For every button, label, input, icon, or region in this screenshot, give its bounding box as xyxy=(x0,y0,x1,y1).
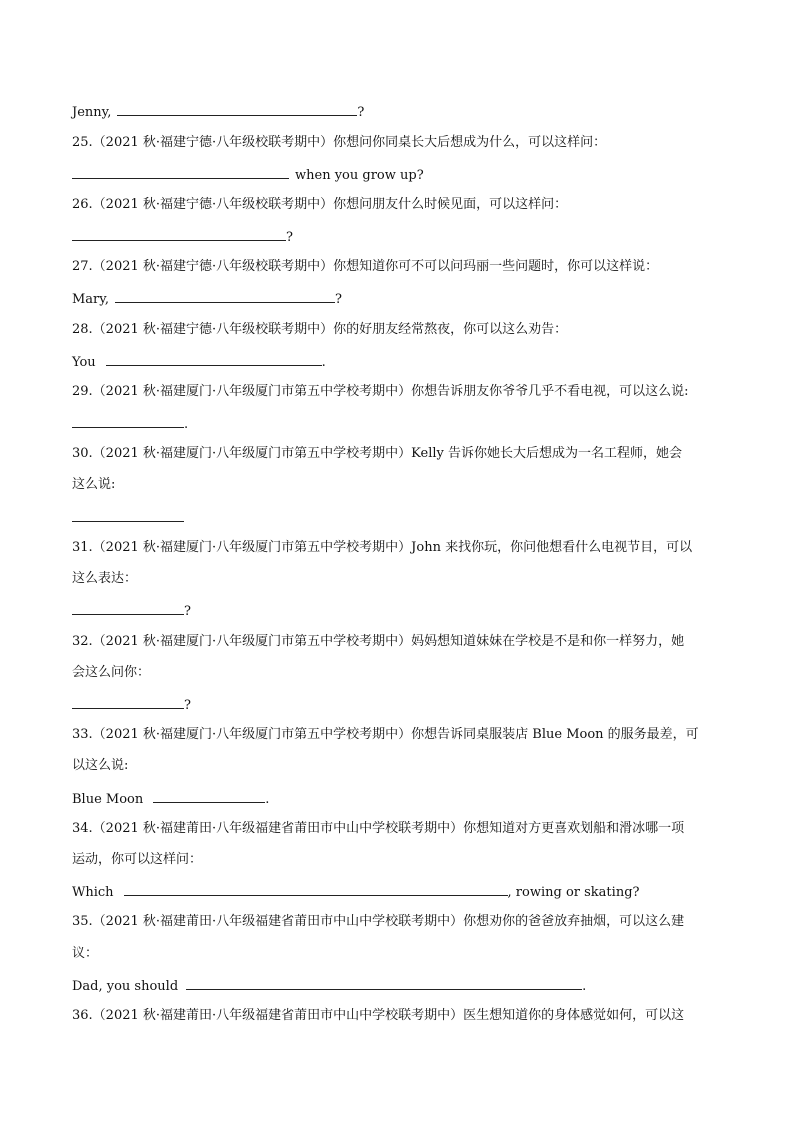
question-36: 36.（2021 秋·福建莆田·八年级福建省莆田市中山中学校联考期中）医生想知道你的身体感觉如何，可以这 xyxy=(72,1008,685,1023)
answer-line-35 xyxy=(72,977,586,995)
answer-line-33 xyxy=(72,790,269,808)
question-34: 34.（2021 秋·福建莆田·八年级福建省莆田市中山中学校联考期中）你想知道对方更喜欢划船和滑冰哪一项 xyxy=(72,821,685,836)
answer-blank[interactable] xyxy=(117,103,357,116)
answer-line-32 xyxy=(72,696,191,714)
answer-suffix: ? xyxy=(184,698,191,713)
question-32-cont: 会这么问你： xyxy=(72,665,151,680)
answer-blank[interactable] xyxy=(72,166,289,179)
answer-line-25 xyxy=(72,166,424,184)
question-29: 29.（2021 秋·福建厦门·八年级厦门市第五中学校考期中）你想告诉朋友你爷爷几乎不看电视，可以这么说: xyxy=(72,384,689,399)
answer-line-28 xyxy=(72,353,326,371)
answer-blank[interactable] xyxy=(153,790,265,803)
answer-line-29 xyxy=(72,415,188,433)
answer-suffix: , rowing or skating? xyxy=(507,885,640,900)
answer-blank[interactable] xyxy=(124,883,508,896)
answer-blank[interactable] xyxy=(72,696,184,709)
answer-blank[interactable] xyxy=(186,977,582,990)
answer-suffix: ? xyxy=(286,230,293,245)
answer-prefix: Mary, xyxy=(72,292,110,307)
answer-blank[interactable] xyxy=(106,353,322,366)
answer-line-27 xyxy=(72,290,342,308)
answer-blank[interactable] xyxy=(115,290,335,303)
question-32: 32.（2021 秋·福建厦门·八年级厦门市第五中学校考期中）妈妈想知道妹妹在学校是不是和你一样努力，她 xyxy=(72,634,685,649)
answer-suffix: when you grow up? xyxy=(295,168,424,183)
question-28: 28.（2021 秋·福建宁德·八年级校联考期中）你的好朋友经常熬夜，你可以这么劝告： xyxy=(72,322,568,337)
answer-blank[interactable] xyxy=(72,228,286,241)
question-30: 30.（2021 秋·福建厦门·八年级厦门市第五中学校考期中）Kelly 告诉你她长大后想成为一名工程师，她会 xyxy=(72,446,683,461)
question-30-cont: 这么说: xyxy=(72,477,116,492)
answer-line-30 xyxy=(72,509,184,527)
answer-prefix: Blue Moon xyxy=(72,792,144,807)
answer-suffix: . xyxy=(321,355,326,370)
answer-prefix: Jenny, xyxy=(72,105,112,120)
answer-suffix: ? xyxy=(184,604,191,619)
question-35-cont: 议： xyxy=(72,946,99,961)
question-31: 31.（2021 秋·福建厦门·八年级厦门市第五中学校考期中）John 来找你玩，你问他想看什么电视节目，可以 xyxy=(72,540,693,555)
answer-prefix: You xyxy=(72,355,96,370)
answer-suffix: ? xyxy=(335,292,343,307)
answer-blank[interactable] xyxy=(72,509,184,522)
answer-prefix: Dad, you should xyxy=(72,979,179,994)
answer-blank[interactable] xyxy=(72,602,184,615)
question-26: 26.（2021 秋·福建宁德·八年级校联考期中）你想问朋友什么时候见面，可以这样问： xyxy=(72,197,568,212)
answer-prefix: Which xyxy=(72,885,114,900)
answer-line-26 xyxy=(72,228,293,246)
question-33-cont: 以这么说: xyxy=(72,758,129,773)
answer-suffix: . xyxy=(184,417,189,432)
question-33: 33.（2021 秋·福建厦门·八年级厦门市第五中学校考期中）你想告诉同桌服装店 Blue Moon 的服务最差，可 xyxy=(72,727,699,742)
answer-line-24 xyxy=(72,103,364,121)
answer-suffix: . xyxy=(582,979,587,994)
question-27: 27.（2021 秋·福建宁德·八年级校联考期中）你想知道你可不可以问玛丽一些问题时，你可以这样说： xyxy=(72,259,659,274)
question-25: 25.（2021 秋·福建宁德·八年级校联考期中）你想问你同桌长大后想成为什么，可以这样问： xyxy=(72,135,607,150)
question-34-cont: 运动，你可以这样问： xyxy=(72,852,203,867)
question-31-cont: 这么表达： xyxy=(72,571,138,586)
question-35: 35.（2021 秋·福建莆田·八年级福建省莆田市中山中学校联考期中）你想劝你的爸爸放弃抽烟，可以这么建 xyxy=(72,914,685,929)
answer-line-34 xyxy=(72,883,639,901)
answer-line-31 xyxy=(72,602,191,620)
answer-suffix: ? xyxy=(357,105,365,120)
answer-blank[interactable] xyxy=(72,415,184,428)
answer-suffix: . xyxy=(265,792,270,807)
